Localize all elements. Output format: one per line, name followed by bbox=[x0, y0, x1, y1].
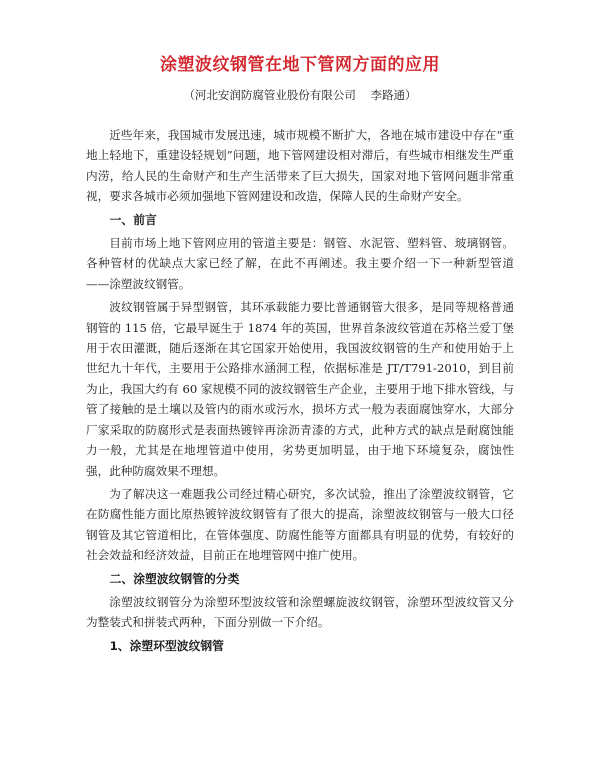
intro-paragraph: 近些年来，我国城市发展迅速，城市规模不断扩大，各地在城市建设中存在“重地上轻地下，重建设轻规划”问题，地下管网建设相对滞后，有些城市相继发生严重内涝，给人民的生命财产和生产生活带来了巨大损失，国家对地下管网问题非常重视，要求各城市必须加强地下管网建设和改造，保障人民的生命财产安全。 bbox=[86, 128, 514, 204]
subsection-heading-ring-corrugated: 1、涂塑环型波纹钢管 bbox=[109, 638, 224, 653]
author-byline: （河北安润防腐管业股份有限公司 李路通） bbox=[183, 88, 417, 102]
foreword-paragraph-1: 目前市场上地下管网应用的管道主要是：钢管、水泥管、塑料管、玻璃钢管。各种管材的优缺点大家已经了解，在此不再阐述。我主要介绍一下一种新型管道——涂塑波纹钢管。 bbox=[86, 236, 514, 291]
section-heading-foreword: 一、前言 bbox=[109, 212, 157, 227]
classification-paragraph-1: 涂塑波纹钢管分为涂塑环型波纹管和涂塑螺旋波纹钢管，涂塑环型波纹管又分为整装式和拼装式两种，下面分别做一下介绍。 bbox=[86, 594, 514, 630]
article-body bbox=[86, 125, 514, 656]
document-title: 涂塑波纹钢管在地下管网方面的应用 bbox=[160, 55, 440, 75]
foreword-paragraph-2: 波纹钢管属于异型钢管，其环承载能力要比普通钢管大很多，是同等规格普通钢管的 115 倍，它最早诞生于 1874 年的英国，世界首条波纹管道在苏格兰爱丁堡用于农田灌溉，随后逐渐在其它国家开始使用，我国波纹钢管的生产和使用始于上世纪九十年代，主要用于公路排水涵洞工程，依据标准是 JT/T791-2010，到目前为止，我国大约有 60 家规模不同的波纹钢管生产企业，主要用于地下排水管线，与管了接触的是土壤以及管内的雨水或污水，损坏方式一般为表面腐蚀穿水，大部分厂家采取的防腐形式是表面热镀锌再涂沥青漆的方式，此种方式的缺点是耐腐蚀能力一般，尤其是在地埋管道中使用，劣势更加明显，由于地下环境复杂，腐蚀性强，此种防腐效果不理想。 bbox=[86, 300, 514, 478]
section-heading-classification: 二、涂塑波纹钢管的分类 bbox=[109, 571, 240, 586]
foreword-paragraph-3: 为了解决这一难题我公司经过精心研究，多次试验，推出了涂塑波纹钢管，它在防腐性能方面比原热镀锌波纹钢管有了很大的提高，涂塑波纹钢管与一般大口径钢管及其它管道相比，在管体强度、防腐性能等方面都具有明显的优势，有较好的社会效益和经济效益，目前正在地埋管网中推广使用。 bbox=[86, 486, 514, 563]
